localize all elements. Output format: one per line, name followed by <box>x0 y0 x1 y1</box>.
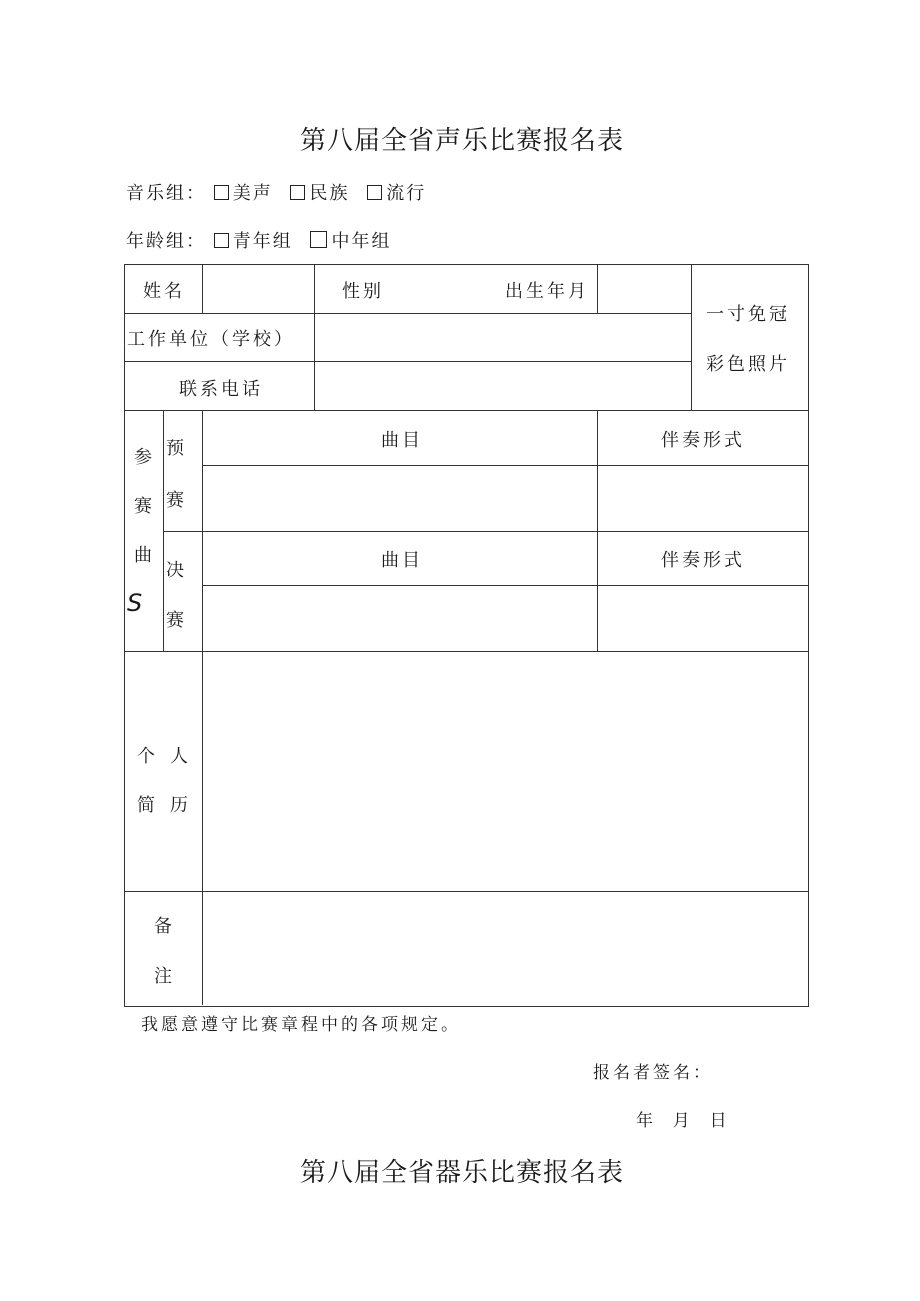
option-middle-age[interactable]: 中年组 <box>310 231 391 252</box>
bio-label-char: 简 <box>137 795 158 816</box>
birth-date-label: 出生年月 <box>505 281 589 302</box>
prelim-label-char: 赛 <box>166 490 187 511</box>
final-song-header: 曲目 <box>381 550 423 571</box>
bio-label-char: 历 <box>170 795 191 816</box>
option-folk[interactable]: 民族 <box>290 183 349 204</box>
date-label: 年 月 日 <box>636 1111 730 1131</box>
photo-label-line2: 彩色照片 <box>706 354 790 375</box>
prelim-label-char: 预 <box>166 438 187 459</box>
remarks-label-char: 注 <box>154 966 175 987</box>
name-label: 姓名 <box>143 281 185 302</box>
gender-label: 性别 <box>342 281 384 302</box>
prelim-song-field[interactable] <box>204 467 595 530</box>
checkbox-icon[interactable] <box>214 185 229 200</box>
prelim-accompaniment-header: 伴奏形式 <box>661 430 745 451</box>
work-unit-label: 工作单位（学校） <box>127 329 295 350</box>
songs-label-char: 曲 <box>134 545 155 566</box>
pledge-text: 我愿意遵守比赛章程中的各项规定。 <box>141 1015 461 1035</box>
checkbox-icon[interactable] <box>290 185 305 200</box>
photo-label-line1: 一寸免冠 <box>706 304 790 325</box>
prelim-accompaniment-field[interactable] <box>599 467 806 530</box>
bio-label-char: 个 <box>137 746 158 767</box>
option-youth[interactable]: 青年组 <box>214 231 293 252</box>
songs-label-char: 赛 <box>134 496 155 517</box>
music-group-label: 音乐组： <box>126 183 206 204</box>
music-group-row <box>126 179 426 205</box>
birth-date-field[interactable] <box>599 266 689 312</box>
contact-phone-label: 联系电话 <box>179 379 263 400</box>
remarks-label-char: 备 <box>154 916 175 937</box>
option-pop[interactable]: 流行 <box>367 183 426 204</box>
contact-phone-field[interactable] <box>316 363 689 409</box>
name-field[interactable] <box>204 266 312 312</box>
bio-label-char: 人 <box>170 746 191 767</box>
age-group-label: 年龄组： <box>126 231 206 252</box>
prelim-song-header: 曲目 <box>381 430 423 451</box>
age-group-row <box>126 227 391 253</box>
checkbox-icon[interactable] <box>214 233 229 248</box>
final-label-char: 决 <box>166 560 187 581</box>
songs-label-char: S <box>127 589 143 617</box>
work-unit-field[interactable] <box>316 315 689 360</box>
remarks-field[interactable] <box>204 893 806 1004</box>
option-bel-canto[interactable]: 美声 <box>214 183 273 204</box>
checkbox-icon[interactable] <box>310 231 327 248</box>
next-form-title: 第八届全省器乐比赛报名表 <box>300 1158 625 1188</box>
songs-label-char: 参 <box>134 447 155 468</box>
gender-field[interactable] <box>400 266 495 312</box>
bio-field[interactable] <box>204 653 806 890</box>
final-label-char: 赛 <box>166 610 187 631</box>
checkbox-icon[interactable] <box>367 185 382 200</box>
final-accompaniment-header: 伴奏形式 <box>661 550 745 571</box>
page-title: 第八届全省声乐比赛报名表 <box>300 126 625 156</box>
final-song-field[interactable] <box>204 587 595 650</box>
signature-field[interactable] <box>712 1056 812 1082</box>
signature-label: 报名者签名： <box>593 1063 713 1083</box>
final-accompaniment-field[interactable] <box>599 587 806 650</box>
